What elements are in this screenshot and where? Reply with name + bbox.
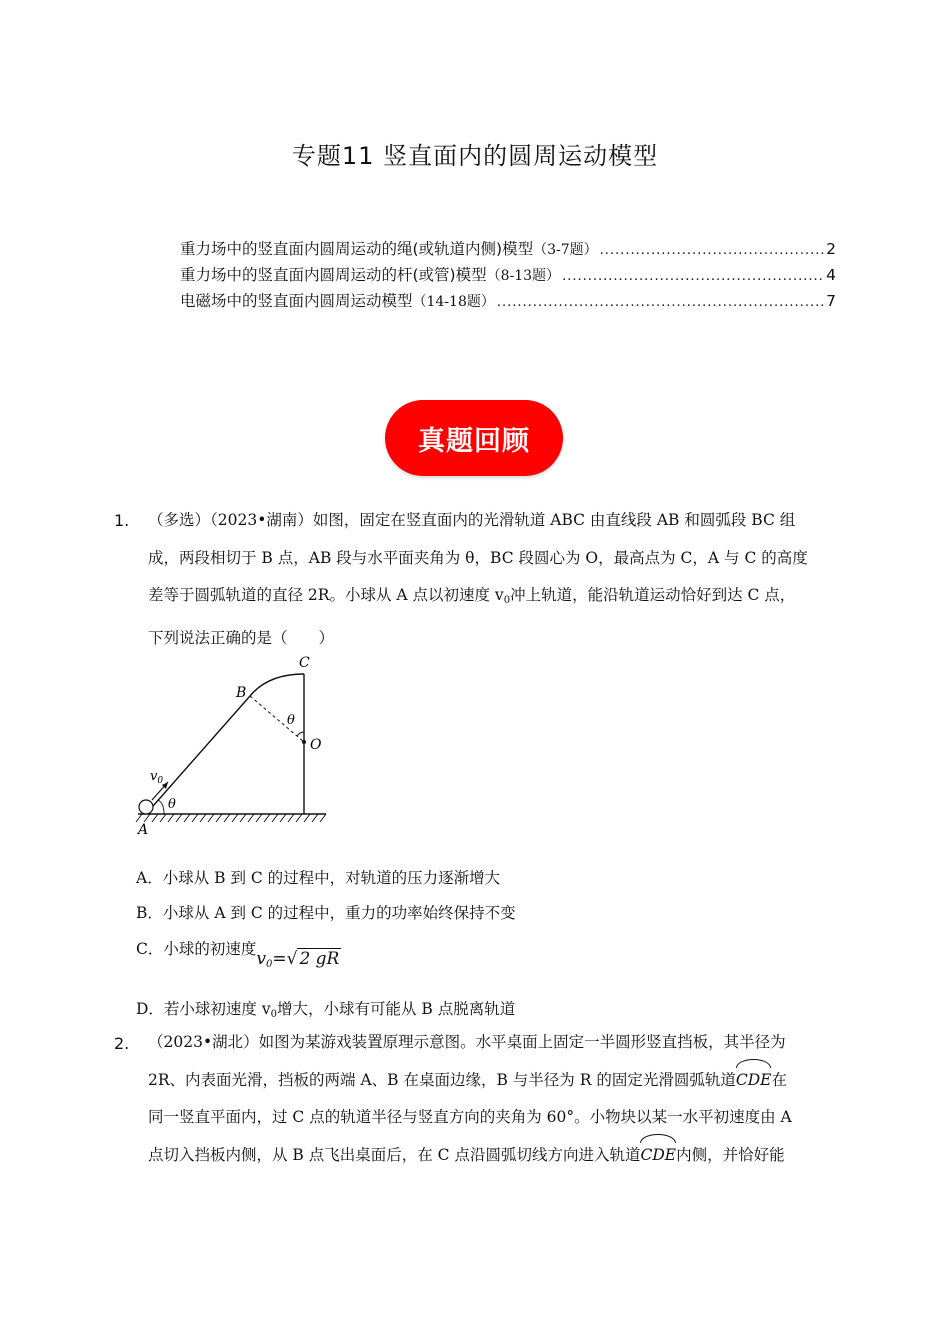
center-o-point <box>302 740 306 744</box>
subscript: 0 <box>503 595 511 606</box>
question-2-line-text: 在 <box>771 1070 787 1089</box>
toc-entry-title: 重力场中的竖直面内圆周运动的绳(或轨道内侧)模型 <box>180 240 534 258</box>
section-badge: 真题回顾 <box>385 400 563 476</box>
angle-arc-a <box>158 800 164 814</box>
question-1-text <box>148 502 838 657</box>
question-2-line <box>148 1062 838 1100</box>
label-theta-a: θ <box>168 797 176 812</box>
toc-entry-title: 重力场中的竖直面内圆周运动的杆(或管)模型 <box>180 266 487 284</box>
choice-d-rest: 增大，小球有可能从 B 点脱离轨道 <box>277 1000 516 1018</box>
arc-cde: CDE <box>640 1137 676 1175</box>
toc-entry-range: （3-7题） <box>533 242 598 258</box>
radical-sign: √ <box>286 949 298 969</box>
question-2-number: 2. <box>114 1034 130 1053</box>
question-1-number: 1. <box>114 511 130 530</box>
toc-leader-dots <box>600 243 824 258</box>
formula-v: v <box>256 949 266 969</box>
toc-entry-title: 电磁场中的竖直面内圆周运动模型 <box>180 292 413 310</box>
question-2-line: 同一竖直平面内，过 C 点的轨道半径与竖直方向的夹角为 60°。小物块以某一水平初速度由 A <box>148 1108 792 1126</box>
toc-entry-3[interactable] <box>180 289 836 315</box>
label-a: A <box>138 822 149 838</box>
initial-velocity-formula <box>256 949 341 969</box>
choice-c-prefix: C．小球的初速度 <box>136 940 257 958</box>
question-1-line: 下列说法正确的是（ ） <box>148 628 335 647</box>
choice-d[interactable] <box>136 997 515 1020</box>
label-v-sub: 0 <box>157 776 164 786</box>
track-ab <box>146 696 250 814</box>
radius-bo <box>250 696 304 742</box>
question-2-line <box>148 1137 838 1175</box>
label-theta-o: θ <box>287 713 295 728</box>
toc-entry-1[interactable] <box>180 237 836 263</box>
question-2-line: （2023•湖北）如图为某游戏装置原理示意图。水平桌面上固定一半圆形竖直挡板，其半径为 <box>148 1033 786 1051</box>
question-1-line <box>148 577 838 620</box>
toc-entry-range: （8-13题） <box>486 268 561 284</box>
label-o: O <box>310 737 322 753</box>
subscript: 0 <box>270 1009 277 1020</box>
page-title: 专题11 竖直面内的圆周运动模型 <box>291 142 659 170</box>
question-2-text <box>148 1024 838 1174</box>
choice-d-prefix: D．若小球初速度 v <box>136 1000 271 1018</box>
label-v0 <box>150 769 163 786</box>
question-1-line: 成，两段相切于 B 点，AB 段与水平面夹角为 θ，BC 段圆心为 O，最高点为 C，A 与 C 的高度 <box>148 548 808 567</box>
question-1-line-text: 差等于圆弧轨道的直径 2R。小球从 A 点以初速度 v <box>148 586 504 604</box>
toc-entry-page: 2 <box>826 240 836 258</box>
toc-leader-dots <box>497 295 824 310</box>
toc-entry-range: （14-18题） <box>412 294 495 310</box>
question-1-line: （多选）（2023•湖南）如图，固定在竖直面内的光滑轨道 ABC 由直线段 AB 和圆弧段 BC 组 <box>148 511 796 529</box>
choice-c[interactable] <box>136 937 341 970</box>
toc-entry-page: 4 <box>826 266 836 284</box>
ball <box>139 800 153 814</box>
toc-entry-page: 7 <box>826 292 836 310</box>
question-1-figure <box>128 650 338 840</box>
choice-a[interactable]: A．小球从 B 到 C 的过程中，对轨道的压力逐渐增大 <box>136 869 501 887</box>
arc-cde: CDE <box>736 1062 772 1100</box>
question-2-line-text: 点切入挡板内侧，从 B 点飞出桌面后，在 C 点沿圆弧切线方向进入轨道 <box>148 1145 641 1164</box>
formula-equals: = <box>272 949 287 969</box>
label-c: C <box>299 655 310 671</box>
track-bc-arc <box>250 674 304 696</box>
ground-hatching <box>136 814 326 822</box>
toc-entry-2[interactable] <box>180 263 836 289</box>
question-2-line-text: 2R、内表面光滑，挡板的两端 A、B 在桌面边缘，B 与半径为 R 的固定光滑圆弧轨道 <box>148 1070 736 1089</box>
angle-arc-o <box>297 732 304 736</box>
formula-subscript: 0 <box>265 959 273 970</box>
table-of-contents <box>180 237 836 315</box>
question-1-line-text: 冲上轨道，能沿轨道运动恰好到达 C 点， <box>510 586 796 604</box>
formula-radicand: 2 gR <box>299 949 340 969</box>
question-2-line-text: 内侧，并恰好能 <box>676 1145 785 1164</box>
label-b: B <box>236 685 247 701</box>
choice-b[interactable]: B．小球从 A 到 C 的过程中，重力的功率始终保持不变 <box>136 904 516 922</box>
label-v: v <box>150 769 158 784</box>
toc-leader-dots <box>562 269 824 284</box>
